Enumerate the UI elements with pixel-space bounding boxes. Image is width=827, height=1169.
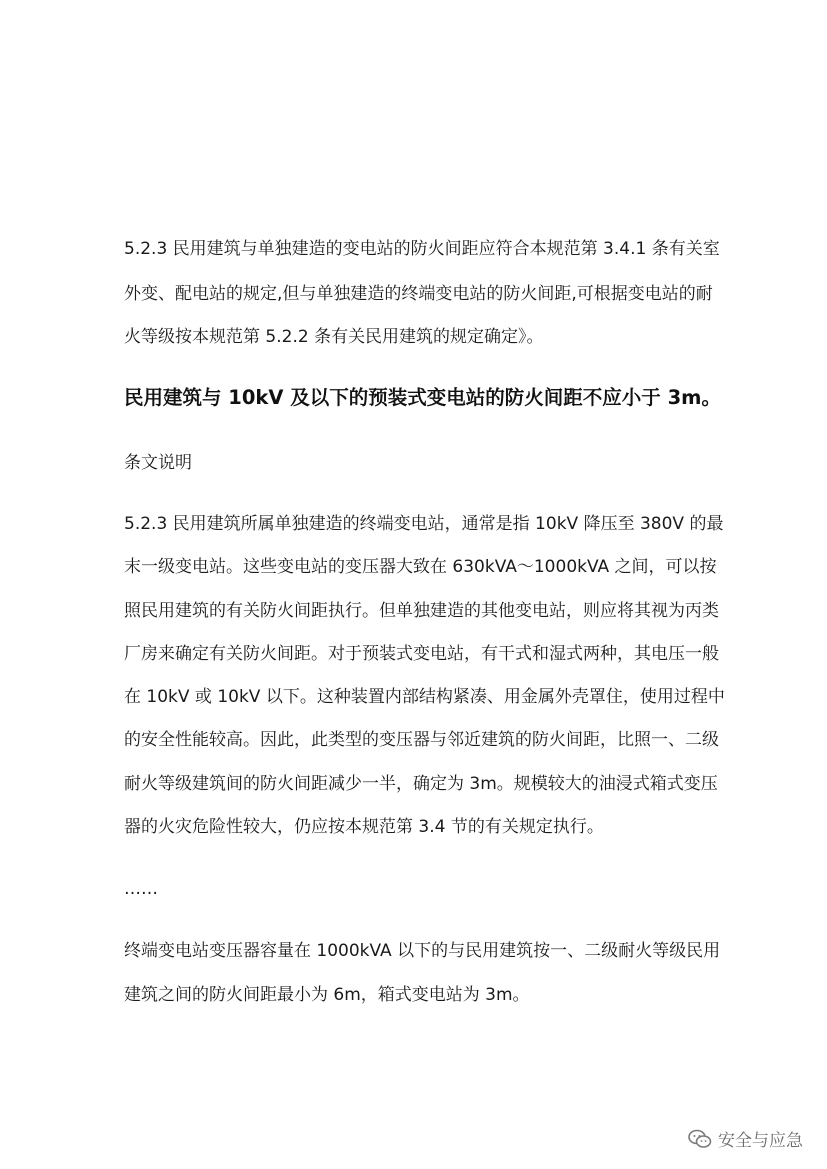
para2-line-6: 的安全性能较高。因此，此类型的变压器与邻近建筑的防火间距，比照一、二级 [124, 730, 719, 750]
para2-line-5: 在 10kV 或 10kV 以下。这种装置内部结构紧凑、用金属外壳罩住，使用过程中 [124, 687, 725, 707]
para1-line-3: 火等级按本规范第 5.2.2 条有关民用建筑的规定确定》。 [124, 327, 544, 347]
ellipsis: …… [124, 879, 158, 899]
para2-line-2: 末一级变电站。这些变电站的变压器大致在 630kVA～1000kVA 之间，可以按 [124, 557, 717, 577]
para1-line-1: 5.2.3 民用建筑与单独建造的变电站的防火间距应符合本规范第 3.4.1 条有关室 [124, 239, 720, 259]
section-label: 条文说明 [124, 453, 192, 473]
para2-line-3: 照民用建筑的有关防火间距执行。但单独建造的其他变电站，则应将其视为丙类 [124, 601, 719, 621]
watermark-text: 安全与应急 [718, 1131, 803, 1151]
para2-line-8: 器的火灾危险性较大，仍应按本规范第 3.4 节的有关规定执行。 [124, 817, 604, 837]
para1-line-2: 外变、配电站的规定,但与单独建造的终端变电站的防火间距,可根据变电站的耐 [124, 284, 713, 304]
para3-line-2: 建筑之间的防火间距最小为 6m，箱式变电站为 3m。 [124, 985, 530, 1005]
para2-line-7: 耐火等级建筑间的防火间距减少一半，确定为 3m。规模较大的油浸式箱式变压 [124, 774, 718, 794]
wechat-icon [688, 1129, 712, 1149]
bold-heading: 民用建筑与 10kV 及以下的预装式变电站的防火间距不应小于 3m。 [124, 386, 721, 409]
watermark [688, 1126, 803, 1151]
para3-line-1: 终端变电站变压器容量在 1000kVA 以下的与民用建筑按一、二级耐火等级民用 [124, 941, 721, 961]
para2-line-1: 5.2.3 民用建筑所属单独建造的终端变电站，通常是指 10kV 降压至 380V 的最 [124, 514, 724, 534]
para2-line-4: 厂房来确定有关防火间距。对于预装式变电站，有干式和湿式两种，其电压一般 [124, 644, 719, 664]
